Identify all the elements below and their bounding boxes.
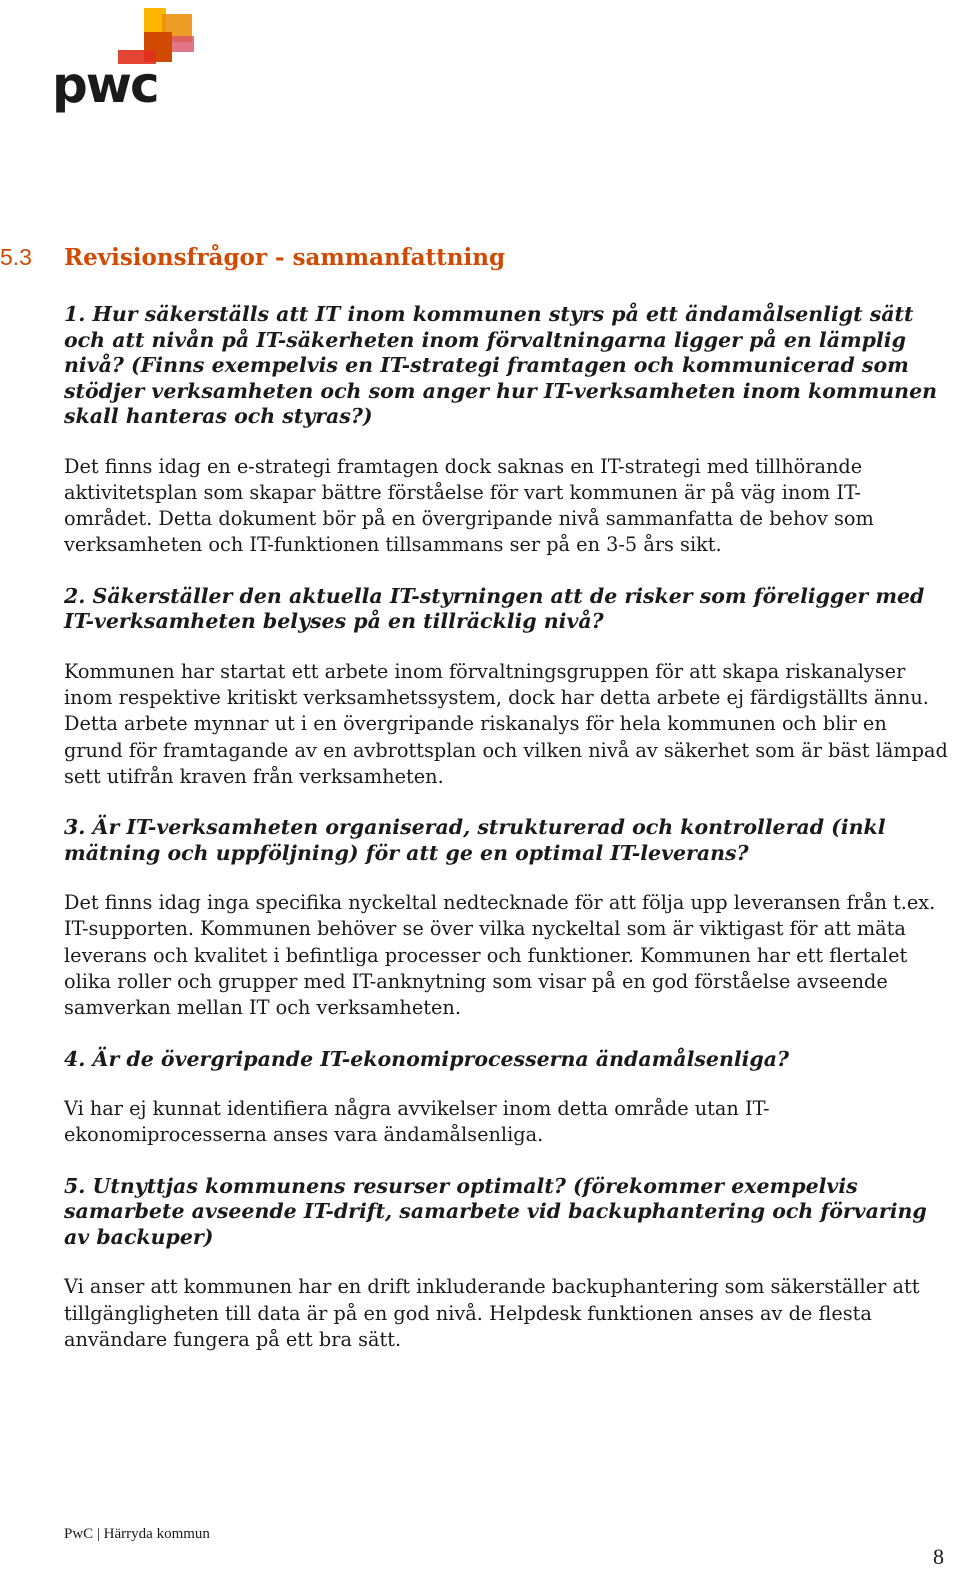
question-2: 2. Säkerställer den aktuella IT-styrningen att de risker som föreligger med IT-verksamheten belyses på en tillräcklig nivå? xyxy=(64,583,925,634)
answer-3: Det finns idag inga specifika nyckeltal nedtecknade för att följa upp leveransen från t.ex. IT-supporten. Kommunen behöver se över vilka nyckeltal som är viktigast för att mäta leverans och kvalitet i befintliga processer och funktioner. Kommunen har ett flertalet olika roller och grupper med IT-anknytning som visar på en god förståelse avseende samverkan mellan IT och verksamheten. xyxy=(64,891,936,1020)
answer-1: Det finns idag en e-strategi framtagen dock saknas en IT-strategi med tillhörande aktivitetsplan som skapar bättre förståelse för vart kommunen är på väg inom IT-området. Detta dokument bör på en övergripande nivå sammanfatta de behov som verksamheten och IT-funktionen tillsammans ser på en 3-5 års sikt. xyxy=(64,454,874,557)
answer-4: Vi har ej kunnat identifiera några avvikelser inom detta område utan IT-ekonomiprocesserna anses vara ändamålsenliga. xyxy=(64,1097,770,1147)
answer-5: Vi anser att kommunen har en drift inkluderande backuphantering som säkerställer att tillgängligheten till data är på en god nivå. Helpdesk funktionen anses av de flesta användare fungera på ett bra sätt. xyxy=(64,1275,920,1351)
footer-text: PwC | Härryda kommun xyxy=(64,1526,210,1542)
question-4: 4. Är de övergripande IT-ekonomiprocesserna ändamålsenliga? xyxy=(64,1046,790,1071)
pwc-logo xyxy=(52,4,202,116)
qa-list xyxy=(64,302,948,1378)
page-number: 8 xyxy=(933,1544,944,1569)
logo-wordmark: pwc xyxy=(52,56,158,114)
question-1: 1. Hur säkerställs att IT inom kommunen styrs på ett ändamålsenligt sätt och att nivån på IT-säkerheten inom förvaltningarna ligger på en lämplig nivå? (Finns exempelvis en IT-strategi framtagen och kommunicerad som stödjer verksamheten och som anger hur IT-verksamheten inom kommunen skall hanteras och styras?) xyxy=(64,302,938,428)
question-5: 5. Utnyttjas kommunens resurser optimalt? (förekommer exempelvis samarbete avseende IT-drift, samarbete vid backuphantering och förvaring av backuper) xyxy=(64,1173,927,1249)
section-number: 5.3 xyxy=(0,244,32,270)
section-title: Revisionsfrågor - sammanfattning xyxy=(64,244,506,271)
question-3: 3. Är IT-verksamheten organiserad, strukturerad och kontrollerad (inkl mätning och uppföljning) för att ge en optimal IT-leverans? xyxy=(64,815,886,865)
answer-2: Kommunen har startat ett arbete inom förvaltningsgruppen för att skapa riskanalyser inom respektive kritiskt verksamhetssystem, dock har detta arbete ej färdigställts ännu. Detta arbete mynnar ut i en övergripande riskanalys för hela kommunen och blir en grund för framtagande av en avbrottsplan och vilken nivå av säkerhet som är bäst lämpad sett utifrån kraven från verksamheten. xyxy=(64,659,948,788)
logo-block-pink xyxy=(172,36,194,52)
section-heading xyxy=(0,244,505,271)
